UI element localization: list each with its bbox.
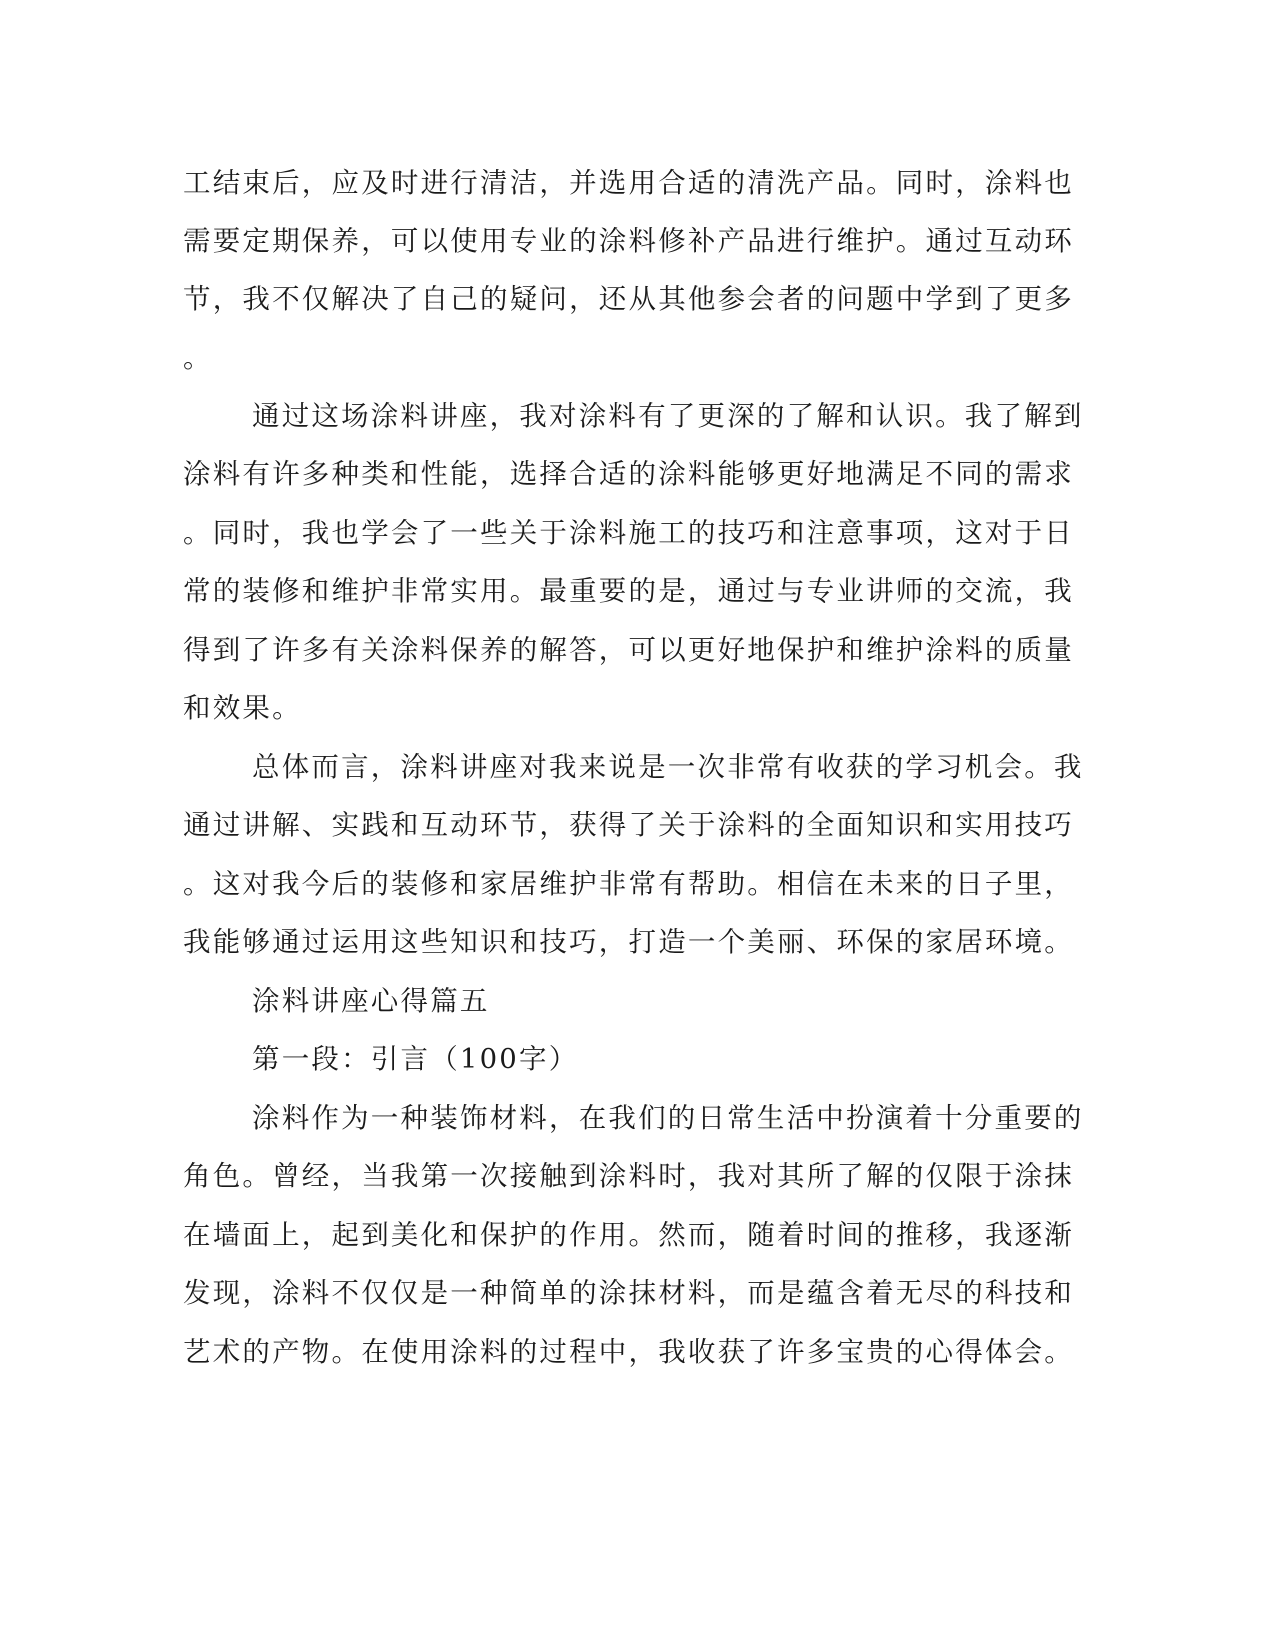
paragraph-2-line-4: 常的装修和维护非常实用。最重要的是，通过与专业讲师的交流，我 [183,575,1074,607]
paragraph-1-line-4: 。 [183,342,213,374]
paragraph-3-line-3: 。这对我今后的装修和家居维护非常有帮助。相信在未来的日子里， [183,868,1074,900]
paragraph-3-line-4: 我能够通过运用这些知识和技巧，打造一个美丽、环保的家居环境。 [183,926,1074,958]
paragraph-6-line-2: 角色。曾经，当我第一次接触到涂料时，我对其所了解的仅限于涂抹 [183,1160,1074,1192]
paragraph-1-line-1: 工结束后，应及时进行清洁，并选用合适的清洗产品。同时，涂料也 [183,167,1074,199]
paragraph-3-line-1: 总体而言，涂料讲座对我来说是一次非常有收获的学习机会。我 [252,751,1084,783]
paragraph-6-line-4: 发现，涂料不仅仅是一种简单的涂抹材料，而是蕴含着无尽的科技和 [183,1277,1074,1309]
paragraph-1-line-3: 节，我不仅解决了自己的疑问，还从其他参会者的问题中学到了更多 [183,283,1074,315]
paragraph-6-line-3: 在墙面上，起到美化和保护的作用。然而，随着时间的推移，我逐渐 [183,1219,1074,1251]
paragraph-2-line-5: 得到了许多有关涂料保养的解答，可以更好地保护和维护涂料的质量 [183,634,1074,666]
section-heading: 涂料讲座心得篇五 [252,985,490,1017]
paragraph-1-line-2: 需要定期保养，可以使用专业的涂料修补产品进行维护。通过互动环 [183,225,1074,257]
paragraph-3-line-2: 通过讲解、实践和互动环节，获得了关于涂料的全面知识和实用技巧 [183,809,1074,841]
paragraph-2-line-3: 。同时，我也学会了一些关于涂料施工的技巧和注意事项，这对于日 [183,517,1074,549]
paragraph-2-line-1: 通过这场涂料讲座，我对涂料有了更深的了解和认识。我了解到 [252,400,1084,432]
paragraph-2-line-2: 涂料有许多种类和性能，选择合适的涂料能够更好地满足不同的需求 [183,458,1074,490]
paragraph-6-line-1: 涂料作为一种装饰材料，在我们的日常生活中扮演着十分重要的 [252,1102,1084,1134]
paragraph-6-line-5: 艺术的产物。在使用涂料的过程中，我收获了许多宝贵的心得体会。 [183,1336,1074,1368]
subsection-heading: 第一段：引言（100字） [252,1043,579,1075]
paragraph-2-line-6: 和效果。 [183,692,302,724]
